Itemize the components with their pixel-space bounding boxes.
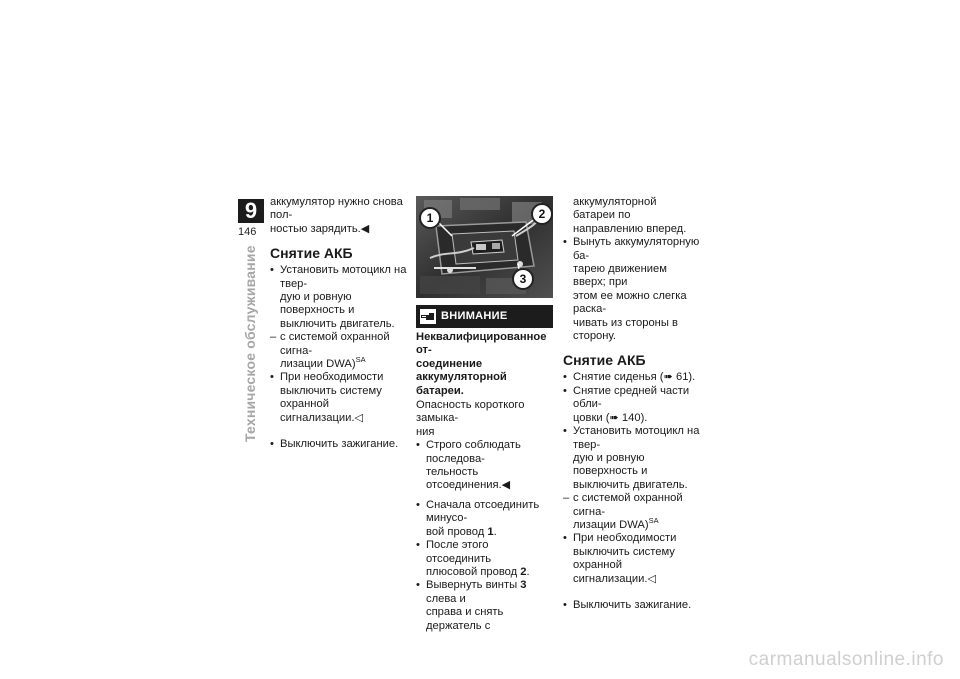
list-item: • Вынуть аккумуляторную ба- тарею движением вверх; при этом ее можно слегка раска- чивать из стороны в сторону. [563, 236, 700, 343]
watermark-text: carmanualsonline.info [748, 649, 944, 670]
column-1 [270, 196, 408, 452]
column-3 [563, 196, 701, 612]
photo-callout-1: 1 [419, 207, 441, 229]
list-item: • Снятие средней части обли- цовки (➠ 140). [563, 384, 690, 424]
bullet-icon: • [563, 236, 567, 249]
bullet-icon: • [416, 439, 420, 452]
bullet-icon: • [416, 498, 420, 511]
chapter-number-badge: 9 [238, 199, 264, 223]
list-item: • После этого отсоединить плюсовой провод 2. [416, 539, 530, 578]
photo-callout-3: 3 [512, 268, 534, 290]
list-item: – с системой охранной сигна- лизации DWA)$^{SA}$ [563, 492, 683, 531]
list-item: • Сначала отсоединить минусо- вой провод 1. [416, 498, 540, 538]
list-item: • При необходимости выключить систему охранной сигнализации.◁ [270, 371, 384, 424]
list-item: • Снятие сиденья (➠ 61). [563, 371, 696, 384]
list-item: • Установить мотоцикл на твер- дую и ровную поверхность и выключить двигатель. [270, 264, 407, 330]
sa-superscript: SA [648, 515, 659, 525]
warning-text: Опасность короткого замыка- ния [416, 399, 525, 438]
intro-text: аккумулятор нужно снова пол- ностью зарядить.◀ [270, 196, 403, 235]
list-item: • Выключить зажигание. [563, 598, 692, 611]
warning-hand-icon [420, 309, 436, 324]
section-heading-remove-battery: Снятие АКБ [563, 352, 646, 369]
sa-superscript: SA [355, 355, 366, 365]
column-2 [416, 196, 553, 633]
bullet-icon: • [563, 598, 567, 611]
list-item: • Выключить зажигание. [270, 438, 399, 451]
section-title-vertical: Техническое обслуживание [242, 245, 258, 442]
open-end-mark-icon: ◁ [647, 572, 657, 585]
list-item: • При необходимости выключить систему охранной сигнализации.◁ [563, 532, 677, 585]
bullet-icon: • [270, 264, 274, 277]
bullet-icon: • [270, 371, 274, 384]
bullet-icon: • [416, 579, 420, 592]
bullet-icon: • [563, 384, 567, 397]
warning-subject: Неквалифицированное от- соединение аккумуляторной батареи. [416, 331, 547, 397]
bullet-icon: • [270, 438, 274, 451]
bullet-icon: • [416, 539, 420, 552]
photo-callout-2: 2 [531, 203, 553, 225]
warning-title: ВНИМАНИЕ [441, 310, 508, 322]
end-mark-icon: ◀ [360, 222, 370, 235]
dash-icon: – [270, 331, 277, 344]
list-item: • Строго соблюдать последова- тельность отсоединения.◀ [416, 439, 521, 492]
bullet-icon: • [563, 532, 567, 545]
section-heading-remove-battery: Снятие АКБ [270, 245, 353, 262]
bullet-icon: • [563, 371, 567, 384]
warning-banner [416, 305, 553, 328]
continued-text: аккумуляторной батареи по направлению вперед. [573, 196, 687, 235]
bullet-icon: • [563, 425, 567, 438]
battery-compartment-photo [416, 196, 553, 298]
page-number: 146 [238, 226, 257, 238]
list-item: • Вывернуть винты 3 слева и справа и снять держатель с [416, 579, 527, 632]
list-item: • Установить мотоцикл на твер- дую и ровную поверхность и выключить двигатель. [563, 425, 700, 491]
list-item: – с системой охранной сигна- лизации DWA)$^{SA}$ [270, 331, 390, 371]
end-mark-icon: ◀ [501, 479, 511, 492]
open-end-mark-icon: ◁ [354, 411, 364, 424]
dash-icon: – [563, 492, 570, 505]
